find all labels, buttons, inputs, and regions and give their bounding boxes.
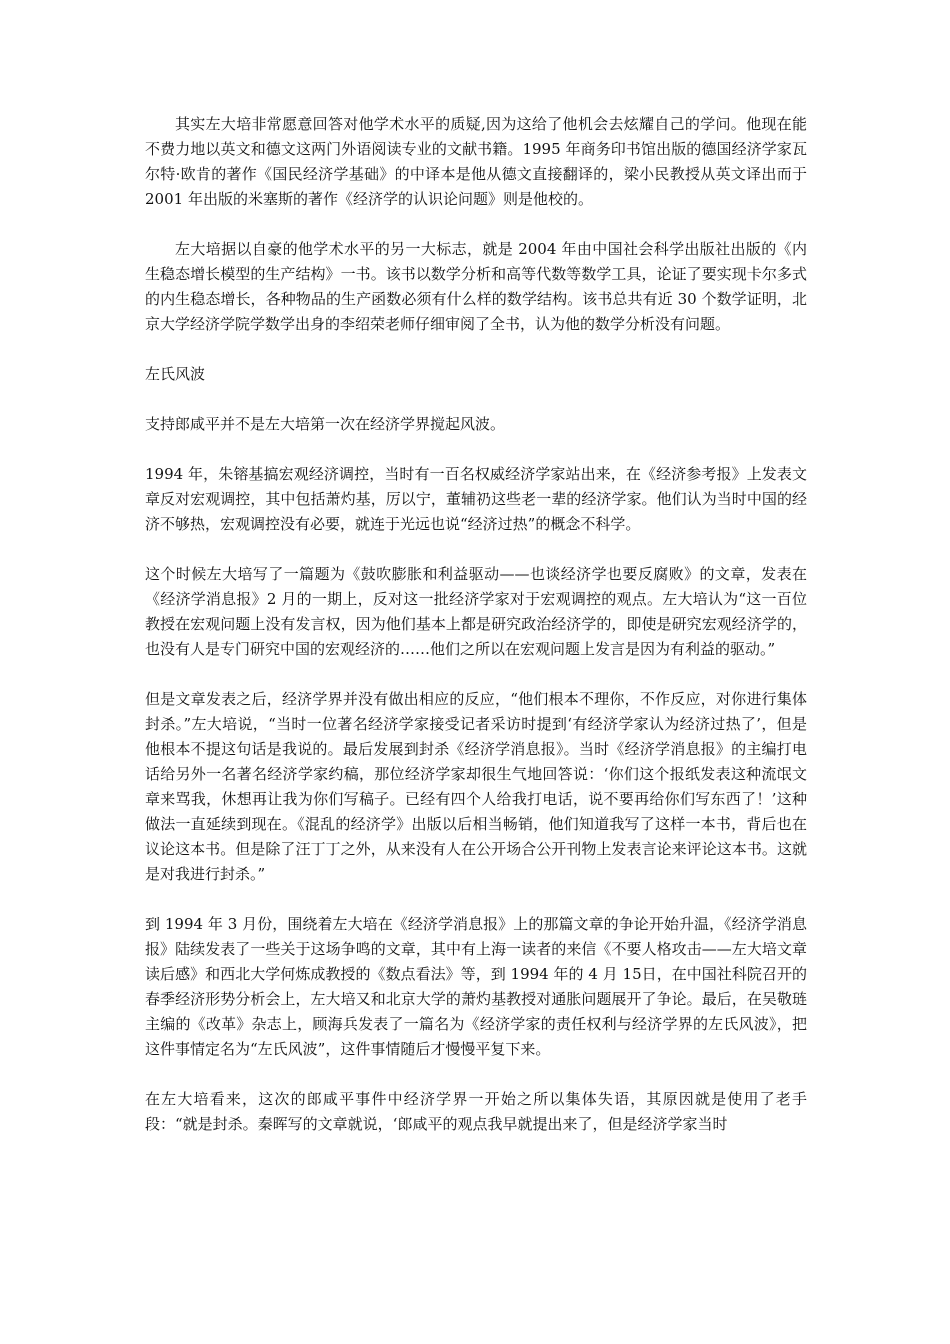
- paragraph-book: 左大培据以自豪的他学术水平的另一大标志，就是 2004 年由中国社会科学出版社出版的《内生稳态增长模型的生产结构》一书。该书以数学分析和高等代数等数学工具，论证了要实现卡尔多式的内生稳态增长，各种物品的生产函数必须有什么样的数学结构。该书总共有近 30 个数学证明，北京大学经济学院学数学出身的李绍荣老师仔细审阅了全书，认为他的数学分析没有问题。: [145, 240, 807, 333]
- paragraph-translations: 其实左大培非常愿意回答对他学术水平的质疑,因为这给了他机会去炫耀自己的学问。他现在能不费力地以英文和德文这两门外语阅读专业的文献书籍。1995 年商务印书馆出版的德国经济学家瓦尔特·欧肯的著作《国民经济学基础》的中译本是他从德文直接翻译的，梁小民教授从英文译出而于 2001 年出版的米塞斯的著作《经济学的认识论问题》则是他校的。: [145, 115, 807, 208]
- section-heading: 左氏风波: [145, 365, 206, 383]
- paragraph-article: 这个时候左大培写了一篇题为《鼓吹膨胀和利益驱动——也谈经济学也要反腐败》的文章，发表在《经济学消息报》2 月的一期上，反对这一批经济学家对于宏观调控的观点。左大培认为“这一百位教授在宏观问题上没有发言权，因为他们基本上都是研究政治经济学的，即使是研究宏观经济学的，也没有人是专门研究中国的宏观经济的……他们之所以在宏观问题上发言是因为有利益的驱动。”: [145, 565, 807, 658]
- document-page: [145, 112, 807, 1162]
- paragraph-march-1994: 到 1994 年 3 月份，围绕着左大培在《经济学消息报》上的那篇文章的争论开始升温，《经济学消息报》陆续发表了一些关于这场争鸣的文章，其中有上海一读者的来信《不要人格攻击——左大培文章读后感》和西北大学何炼成教授的《数点看法》等，到 1994 年的 4 月 15日，在中国社科院召开的春季经济形势分析会上，左大培又和北京大学的萧灼基教授对通胀问题展开了争论。最后，在吴敬琏主编的《改革》杂志上，顾海兵发表了一篇名为《经济学家的责任权利与经济学界的左氏风波》，把这件事情定名为“左氏风波”，这件事情随后才慢慢平复下来。: [145, 915, 807, 1058]
- paragraph-lang-xianping: 在左大培看来，这次的郎咸平事件中经济学界一开始之所以集体失语，其原因就是使用了老手段：“就是封杀。秦晖写的文章就说，‘郎咸平的观点我早就提出来了，但是经济学家当时: [145, 1090, 807, 1133]
- paragraph-intro: 支持郎咸平并不是左大培第一次在经济学界搅起风波。: [145, 415, 506, 433]
- paragraph-reaction: 但是文章发表之后，经济学界并没有做出相应的反应，“他们根本不理你，不作反应，对你进行集体封杀。”左大培说，“当时一位著名经济学家接受记者采访时提到‘有经济学家认为经济过热了’，但是他根本不提这句话是我说的。最后发展到封杀《经济学消息报》。当时《经济学消息报》的主编打电话给另外一名著名经济学家约稿，那位经济学家却很生气地回答说：‘你们这个报纸发表这种流氓文章来骂我，休想再让我为你们写稿子。已经有四个人给我打电话，说不要再给你们写东西了！’这种做法一直延续到现在。《混乱的经济学》出版以后相当畅销，他们知道我写了这样一本书，背后也在议论这本书。但是除了汪丁丁之外，从来没有人在公开场合公开刊物上发表言论来评论这本书。这就是对我进行封杀。”: [145, 690, 807, 883]
- paragraph-1994: 1994 年，朱镕基搞宏观经济调控，当时有一百名权威经济学家站出来，在《经济参考报》上发表文章反对宏观调控，其中包括萧灼基，厉以宁，董辅礽这些老一辈的经济学家。他们认为当时中国的经济不够热，宏观调控没有必要，就连于光远也说“经济过热”的概念不科学。: [145, 465, 807, 533]
